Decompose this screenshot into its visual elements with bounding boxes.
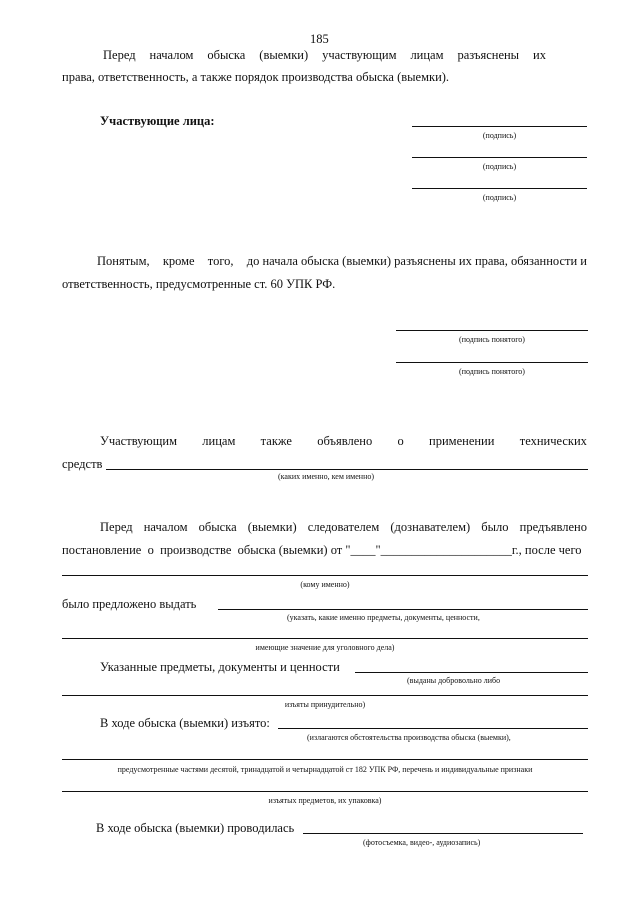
word: Перед [103, 48, 136, 62]
recording-hint: (фотосъемка, видео-, аудиозапись) [363, 838, 481, 847]
word: предъявлено [519, 520, 587, 534]
intro-line-1 [103, 48, 546, 63]
word: лицам [410, 48, 444, 62]
items-status-field[interactable] [355, 672, 588, 673]
word: лицам [202, 434, 236, 448]
resolution-line-2: постановление о производстве обыска (выемки) от "____"_____________________г., после чего [62, 543, 582, 557]
technical-hint: (каких именно, кем именно) [277, 472, 375, 481]
offered-hint: (указать, какие именно предметы, документы, ценности, [287, 613, 480, 622]
word: их [533, 48, 546, 62]
items-hint: (выданы добровольно либо [407, 676, 501, 685]
recording-prefix: В ходе обыска (выемки) проводилась [96, 821, 295, 835]
word: (дознавателем) [390, 520, 471, 534]
seized-hint: (излагаются обстоятельства производства обыска (выемки), [307, 733, 511, 742]
word: кроме [162, 254, 195, 268]
offered-prefix: было предложено выдать [62, 597, 197, 611]
seized-hint-2: предусмотренные частями десятой, тринадцатой и четырнадцатой ст 182 УПК РФ, перечень и индивидуальные признаки [117, 765, 533, 774]
word: обыска [198, 520, 237, 534]
seized-prefix: В ходе обыска (выемки) изъято: [100, 716, 270, 730]
word: было [481, 520, 509, 534]
participants-label: Участвующие лица: [100, 114, 215, 128]
word: Понятым, [97, 254, 150, 268]
word: объявлено [317, 434, 373, 448]
page-number: 185 [310, 32, 329, 46]
word: Участвующим [100, 434, 177, 448]
signature-hint: (подпись) [482, 193, 517, 202]
intro-line-2: права, ответственность, а также порядок производства обыска (выемки). [62, 70, 450, 84]
offered-items-field-2[interactable] [62, 638, 588, 639]
signature-line[interactable] [412, 188, 587, 189]
items-hint-2: изъяты принудительно) [284, 700, 366, 709]
signature-hint: (подпись) [482, 131, 517, 140]
witness-signature-hint: (подпись понятого) [459, 335, 525, 344]
word: началом [143, 520, 188, 534]
technical-prefix: средств [62, 457, 103, 471]
word: разъяснены [457, 48, 520, 62]
word: следователем [307, 520, 380, 534]
offered-items-field[interactable] [218, 609, 588, 610]
items-status-field-2[interactable] [62, 695, 588, 696]
signature-line[interactable] [412, 157, 587, 158]
witnesses-line-2: ответственность, предусмотренные ст. 60 УПК РФ. [62, 277, 336, 291]
seized-field-3[interactable] [62, 791, 588, 792]
word: применении [429, 434, 495, 448]
word: также [260, 434, 292, 448]
word: (выемки) [247, 520, 297, 534]
word: о [397, 434, 404, 448]
signature-hint: (подпись) [482, 162, 517, 171]
witness-signature-hint: (подпись понятого) [459, 367, 525, 376]
word: участвующим [322, 48, 397, 62]
signature-line[interactable] [412, 126, 587, 127]
to-whom-field[interactable] [62, 575, 588, 576]
items-prefix: Указанные предметы, документы и ценности [100, 660, 340, 674]
seized-field-2[interactable] [62, 759, 588, 760]
seized-hint-3: изъятых предметов, их упаковка) [268, 796, 382, 805]
word: технических [519, 434, 587, 448]
recording-field[interactable] [303, 833, 583, 834]
word: Перед [100, 520, 133, 534]
offered-hint-2: имеющие значение для уголовного дела) [255, 643, 395, 652]
word: (выемки) [259, 48, 309, 62]
word: того, [207, 254, 234, 268]
to-whom-hint: (кому именно) [300, 580, 350, 589]
word: обыска [207, 48, 246, 62]
technical-means-field[interactable] [106, 469, 588, 470]
word: до начала обыска (выемки) разъяснены их права, обязанности и [246, 254, 587, 268]
seized-field[interactable] [278, 728, 588, 729]
witness-signature-line[interactable] [396, 330, 588, 331]
technical-line-1 [100, 434, 587, 449]
word: началом [149, 48, 194, 62]
resolution-line-1 [100, 520, 587, 535]
witness-signature-line[interactable] [396, 362, 588, 363]
witnesses-line-1 [97, 254, 587, 269]
